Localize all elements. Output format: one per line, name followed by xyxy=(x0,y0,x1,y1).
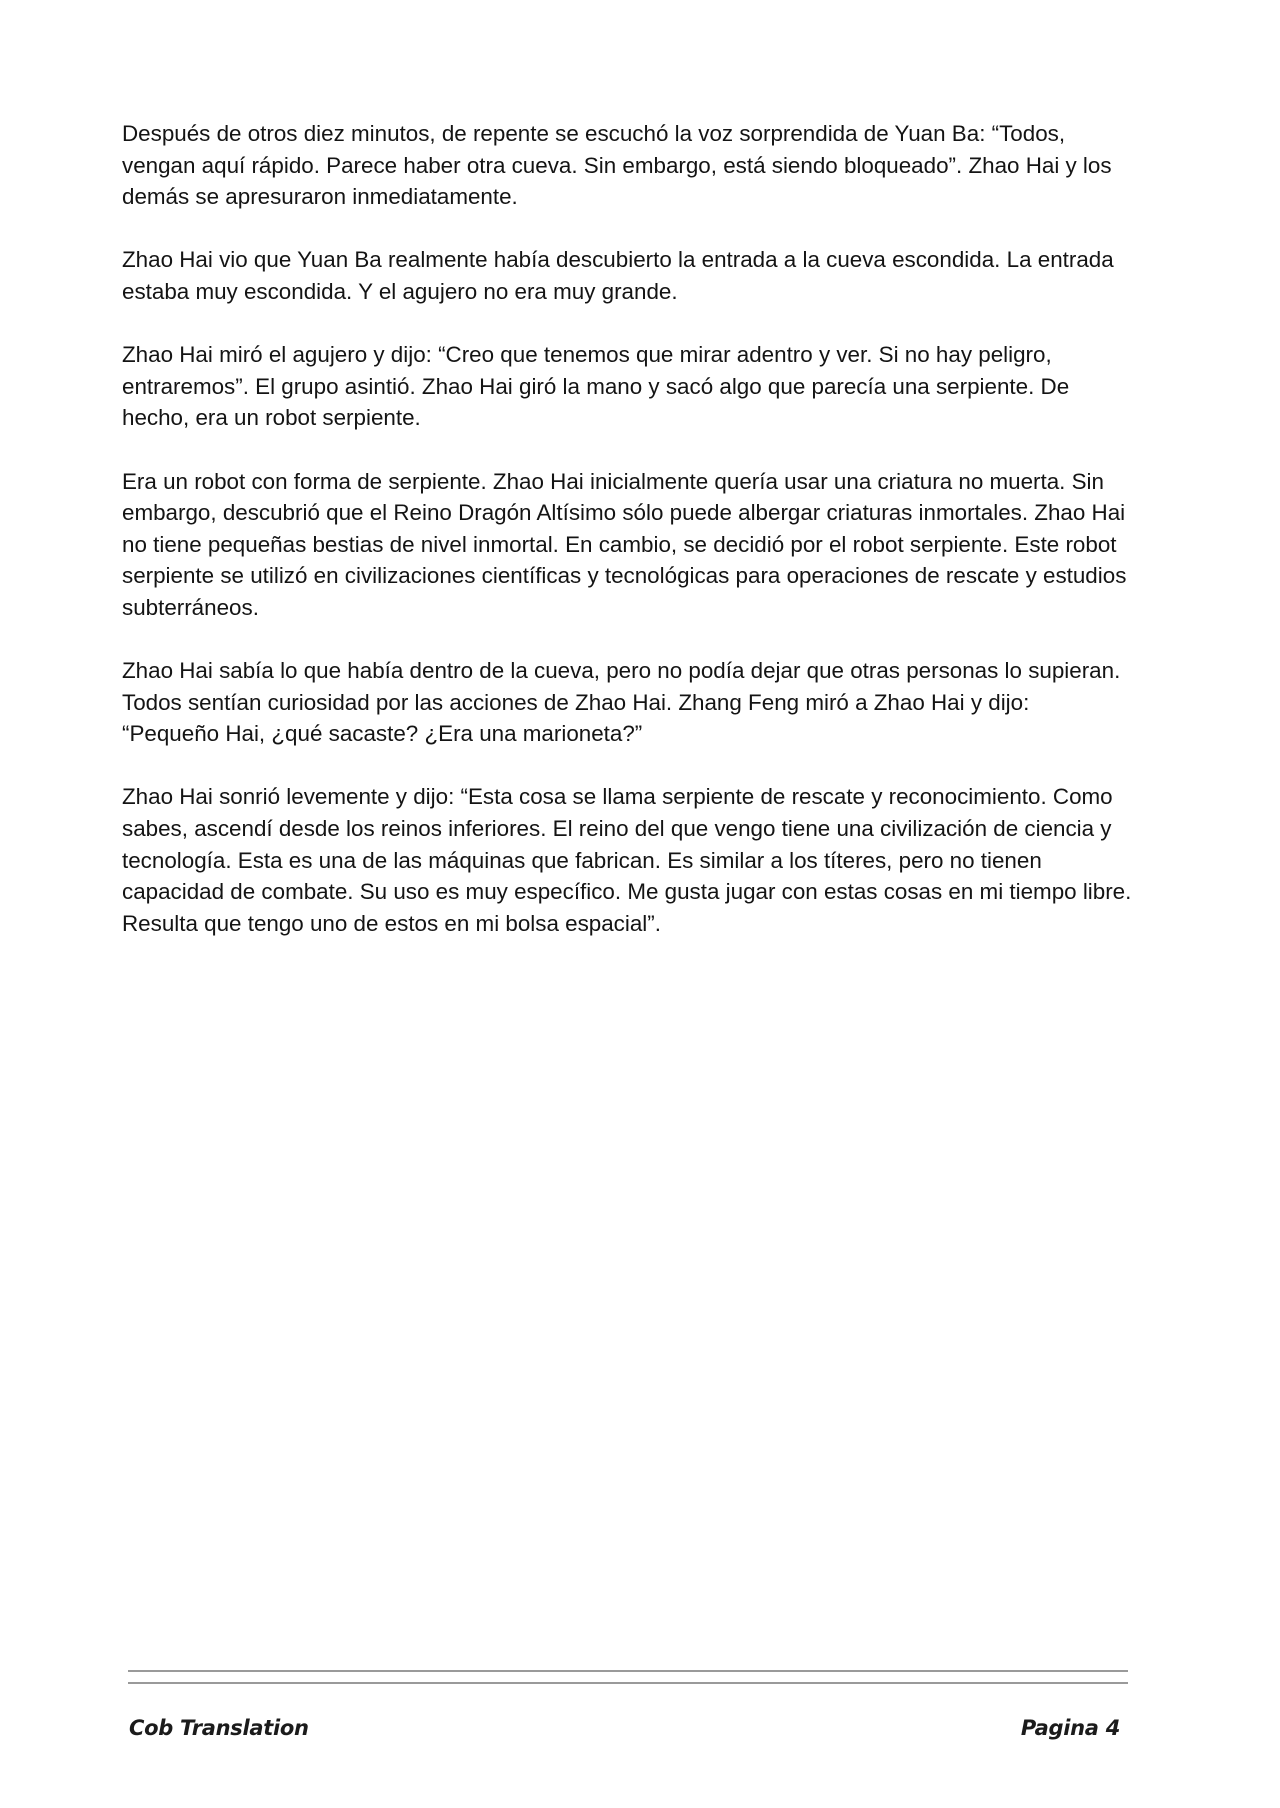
page-body xyxy=(122,118,1132,971)
paragraph-1: Después de otros diez minutos, de repente se escuchó la voz sorprendida de Yuan Ba: “Todos, vengan aquí rápido. Parece haber otra cueva. Sin embargo, está siendo bloqueado”. Zhao Hai y los demás se apresuraron inmediatamente. xyxy=(122,121,1112,210)
paragraph-3: Zhao Hai miró el agujero y dijo: “Creo que tenemos que mirar adentro y ver. Si no hay peligro, entraremos”. El grupo asintió. Zhao Hai giró la mano y sacó algo que parecía una serpiente. De hecho, era un robot serpiente. xyxy=(122,342,1070,431)
footer-divider-bottom xyxy=(128,1682,1128,1684)
paragraph-5: Zhao Hai sabía lo que había dentro de la cueva, pero no podía dejar que otras personas lo supieran. Todos sentían curiosidad por las acciones de Zhao Hai. Zhang Feng miró a Zhao Hai y dijo: “Pequeño Hai, ¿qué sacaste? ¿Era una marioneta?” xyxy=(122,658,1121,747)
paragraph-6: Zhao Hai sonrió levemente y dijo: “Esta cosa se llama serpiente de rescate y reconocimiento. Como sabes, ascendí desde los reinos inferiores. El reino del que vengo tiene una civilización de ciencia y tecnología. Esta es una de las máquinas que fabrican. Es similar a los títeres, pero no tienen capacidad de combate. Su uso es muy específico. Me gusta jugar con estas cosas en mi tiempo libre. Resulta que tengo uno de estos en mi bolsa espacial”. xyxy=(122,784,1132,936)
paragraph-4: Era un robot con forma de serpiente. Zhao Hai inicialmente quería usar una criatura no muerta. Sin embargo, descubrió que el Reino Dragón Altísimo sólo puede albergar criaturas inmortales. Zhao Hai no tiene pequeñas bestias de nivel inmortal. En cambio, se decidió por el robot serpiente. Este robot serpiente se utilizó en civilizaciones científicas y tecnológicas para operaciones de rescate y estudios subterráneos. xyxy=(122,468,1127,620)
footer-divider-top xyxy=(128,1670,1128,1672)
footer-translator-name: Cob Translation xyxy=(129,1716,309,1740)
footer-page-number: Pagina 4 xyxy=(1020,1716,1120,1740)
paragraph-2: Zhao Hai vio que Yuan Ba realmente había descubierto la entrada a la cueva escondida. La entrada estaba muy escondida. Y el agujero no era muy grande. xyxy=(122,247,1114,304)
